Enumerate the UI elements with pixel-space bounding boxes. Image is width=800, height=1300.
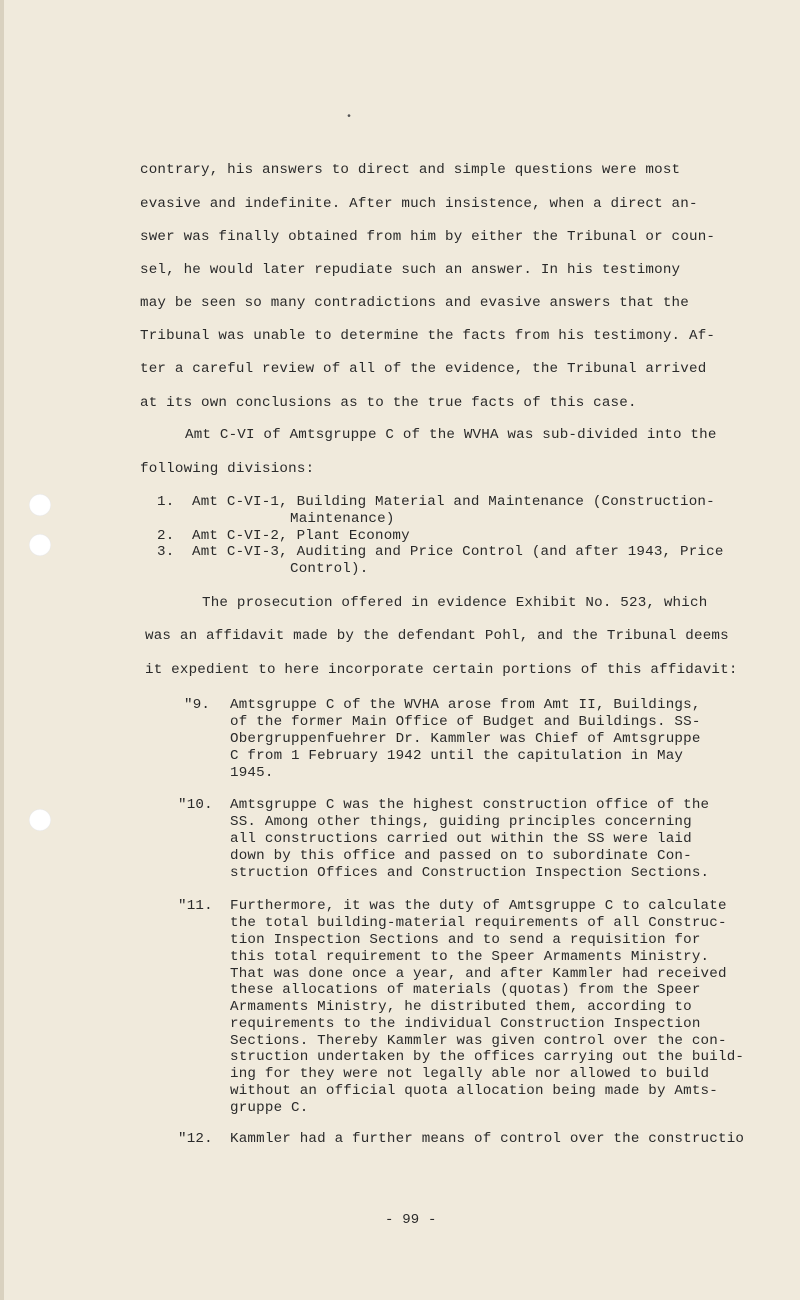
paragraph-line: contrary, his answers to direct and simple questions were most <box>140 162 681 178</box>
paragraph-line: it expedient to here incorporate certain portions of this affidavit: <box>145 662 738 678</box>
paragraph-line: may be seen so many contradictions and evasive answers that the <box>140 295 689 311</box>
list-item: Amt C-VI-2, Plant Economy <box>192 528 410 544</box>
quote-line: Obergruppenfuehrer Dr. Kammler was Chief of Amtsgruppe <box>230 731 701 747</box>
punch-hole <box>29 809 51 831</box>
quote-line: Furthermore, it was the duty of Amtsgruppe C to calculate <box>230 898 727 914</box>
paragraph-line: sel, he would later repudiate such an answer. In his testimony <box>140 262 681 278</box>
list-item: Amt C-VI-3, Auditing and Price Control (and after 1943, Price <box>192 544 724 560</box>
page-edge <box>0 0 4 1300</box>
quote-line: Amtsgruppe C of the WVHA arose from Amt II, Buildings, <box>230 697 701 713</box>
paragraph-line: was an affidavit made by the defendant Pohl, and the Tribunal deems <box>145 628 729 644</box>
list-number: 1. <box>157 494 175 510</box>
quote-line: without an official quota allocation being made by Amts- <box>230 1083 718 1099</box>
paragraph-line: swer was finally obtained from him by either the Tribunal or coun- <box>140 229 716 245</box>
quote-line: 1945. <box>230 765 274 781</box>
page-number: - 99 - <box>385 1212 437 1228</box>
paragraph-line: following divisions: <box>140 461 315 477</box>
quote-line: ing for they were not legally able nor allowed to build <box>230 1066 710 1082</box>
quote-line: That was done once a year, and after Kammler had received <box>230 966 727 982</box>
paragraph-line: at its own conclusions as to the true facts of this case. <box>140 395 637 411</box>
paragraph-line: Tribunal was unable to determine the facts from his testimony. Af- <box>140 328 716 344</box>
quote-line: gruppe C. <box>230 1100 309 1116</box>
paragraph-line: evasive and indefinite. After much insistence, when a direct an- <box>140 196 698 212</box>
punch-hole <box>29 494 51 516</box>
list-item-continuation: Maintenance) <box>290 511 395 527</box>
paragraph-line: Amt C-VI of Amtsgruppe C of the WVHA was sub-divided into the <box>185 427 717 443</box>
quote-line: Armaments Ministry, he distributed them, according to <box>230 999 692 1015</box>
quote-line: these allocations of materials (quotas) from the Speer <box>230 982 701 998</box>
quote-line: C from 1 February 1942 until the capitulation in May <box>230 748 684 764</box>
list-item-continuation: Control). <box>290 561 369 577</box>
quote-number: "11. <box>178 898 213 914</box>
quote-line: SS. Among other things, guiding principles concerning <box>230 814 692 830</box>
quote-line: Amtsgruppe C was the highest construction office of the <box>230 797 710 813</box>
paragraph-line: The prosecution offered in evidence Exhibit No. 523, which <box>202 595 708 611</box>
quote-line: of the former Main Office of Budget and Buildings. SS- <box>230 714 701 730</box>
list-number: 2. <box>157 528 175 544</box>
list-item: Amt C-VI-1, Building Material and Maintenance (Construction- <box>192 494 715 510</box>
quote-line: this total requirement to the Speer Armaments Ministry. <box>230 949 710 965</box>
quote-number: "10. <box>178 797 213 813</box>
quote-line: struction undertaken by the offices carrying out the build- <box>230 1049 745 1065</box>
quote-number: "12. <box>178 1131 213 1147</box>
punch-hole <box>29 534 51 556</box>
stray-mark: • <box>346 112 353 123</box>
quote-line: all constructions carried out within the SS were laid <box>230 831 692 847</box>
quote-number: "9. <box>184 697 211 713</box>
quote-line: Sections. Thereby Kammler was given control over the con- <box>230 1033 727 1049</box>
quote-line: tion Inspection Sections and to send a requisition for <box>230 932 701 948</box>
quote-line: the total building-material requirements of all Construc- <box>230 915 727 931</box>
quote-line: requirements to the individual Construction Inspection <box>230 1016 701 1032</box>
quote-line: struction Offices and Construction Inspection Sections. <box>230 865 710 881</box>
quote-line: down by this office and passed on to subordinate Con- <box>230 848 692 864</box>
quote-line: Kammler had a further means of control over the constructio <box>230 1131 745 1147</box>
paragraph-line: ter a careful review of all of the evidence, the Tribunal arrived <box>140 361 707 377</box>
list-number: 3. <box>157 544 175 560</box>
